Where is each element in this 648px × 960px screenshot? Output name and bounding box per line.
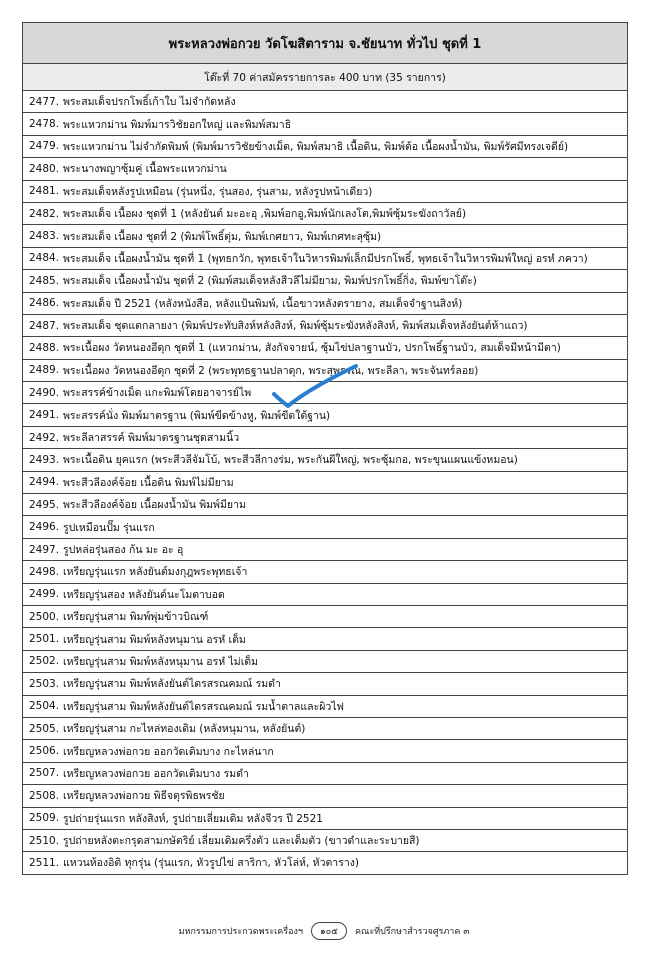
table-row: [23, 651, 627, 673]
item-description: พระสรรค์นั่ง พิมพ์มาตรฐาน (พิมพ์ขีดข้างหู, พิมพ์ขีดใต้ฐาน): [63, 409, 331, 422]
table-row: [23, 91, 627, 113]
item-description: เหรียญหลวงพ่อกวย พิธีจตุรพิธพรชัย: [63, 790, 225, 803]
item-description: พระนางพญาซุ้มคู่ เนื้อพระแหวกม่าน: [63, 163, 227, 176]
item-number: 2500.: [29, 610, 60, 623]
table-row: [23, 225, 627, 247]
item-description: รูปถ่ายหลังตะกรุดสามกษัตริย์ เลี่ยมเดิมครึ่งตัว และเต็มตัว (ขาวดำและระบายสี): [63, 835, 420, 848]
page-number: ๑๐๕: [311, 922, 347, 940]
item-number: 2509.: [29, 812, 60, 825]
item-number: 2505.: [29, 722, 60, 735]
item-number: 2477.: [29, 95, 60, 108]
item-description: พระสมเด็จ เนื้อผงน้ำมัน ชุดที่ 2 (พิมพ์สมเด็จหลังสีวลีไม่มียาม, พิมพ์ปรกโพธิ์กิ่ง, พิมพ์ขาโต๊ะ): [63, 275, 477, 288]
item-description: พระสมเด็จ เนื้อผง ชุดที่ 1 (หลังยันต์ มะอะอุ ,พิมพ์อกอู,พิมพ์นักเลงโต,พิมพ์ซุ้มระฆังถาวัลย์): [63, 208, 467, 221]
item-description: พระสมเด็จปรกโพธิ์เก้าใบ ไม่จำกัดหลัง: [63, 96, 236, 109]
item-number: 2488.: [29, 341, 60, 354]
item-number: 2483.: [29, 230, 60, 243]
table-row: [23, 584, 627, 606]
results-table: [22, 22, 628, 875]
table-row: [23, 763, 627, 785]
item-number: 2484.: [29, 252, 60, 265]
item-number: 2504.: [29, 700, 60, 713]
table-row: [23, 494, 627, 516]
table-row: [23, 740, 627, 762]
item-number: 2493.: [29, 453, 60, 466]
item-description: เหรียญรุ่นสาม พิมพ์หลังหนุมาน อรหํ เต็ม: [63, 633, 246, 646]
item-number: 2495.: [29, 498, 60, 511]
item-description: พระสมเด็จ เนื้อผงน้ำมัน ชุดที่ 1 (พุทธกวัก, พุทธเจ้าในวิหารพิมพ์เล็กมีปรกโพธิ์, พุทธเจ้าในวิหารพิมพ์ใหญ่ อรหํ ภควา): [63, 252, 588, 265]
table-title: พระหลวงพ่อกวย วัดโฆสิตาราม จ.ชัยนาท ทั่วไป ชุดที่ 1: [23, 23, 627, 64]
item-description: พระเนื้อดิน ยุคแรก (พระสีวลีจัมโบ้, พระสีวลีกางร่ม, พระกันผีใหญ่, พระซุ้มกอ, พระขุนแผนแข้งหมอน): [63, 454, 518, 467]
item-number: 2496.: [29, 521, 60, 534]
table-row: [23, 808, 627, 830]
item-description: เหรียญรุ่นสาม พิมพ์พุ่มข้าวบิณฑ์: [63, 611, 209, 624]
table-row: [23, 673, 627, 695]
table-row: [23, 516, 627, 538]
item-number: 2480.: [29, 162, 60, 175]
item-description: เหรียญรุ่นสาม กะไหล่ทองเดิม (หลังหนุมาน, หลังยันต์): [63, 723, 306, 736]
item-description: พระลีลาสรรค์ พิมพ์มาตรฐานชุดสามนิ้ว: [63, 432, 240, 445]
item-number: 2478.: [29, 118, 60, 131]
item-number: 2489.: [29, 364, 60, 377]
item-number: 2486.: [29, 297, 60, 310]
table-row: [23, 561, 627, 583]
table-row: [23, 830, 627, 852]
item-number: 2487.: [29, 319, 60, 332]
table-row: [23, 472, 627, 494]
item-number: 2510.: [29, 834, 60, 847]
item-description: เหรียญรุ่นสาม พิมพ์หลังหนุมาน อรหํ ไม่เต็ม: [63, 655, 259, 668]
item-number: 2494.: [29, 476, 60, 489]
item-description: รูปเหมือนปั๊ม รุ่นแรก: [63, 521, 155, 534]
table-row: [23, 113, 627, 135]
item-description: พระสมเด็จหลังรูปเหมือน (รุ่นหนึ่ง, รุ่นสอง, รุ่นสาม, หลังรูปหน้าเดียว): [63, 185, 373, 198]
item-description: รูปถ่ายรุ่นแรก หลังสิงห์, รูปถ่ายเลี่ยมเดิม หลังจีวร ปี 2521: [63, 812, 323, 825]
item-description: พระสมเด็จ ปี 2521 (หลังหนังสือ, หลังแป้นพิมพ์, เนื้อขาวหลังตรายาง, สมเด็จจำฐานสิงห์): [63, 297, 463, 310]
item-description: พระสรรค์ข้างเม็ด แกะพิมพ์โดยอาจารย์ไพ: [63, 387, 252, 400]
item-number: 2482.: [29, 207, 60, 220]
table-row: [23, 628, 627, 650]
item-number: 2497.: [29, 543, 60, 556]
table-row: [23, 136, 627, 158]
table-row: [23, 158, 627, 180]
item-description: พระเนื้อผง วัดหนองอีดุก ชุดที่ 2 (พระพุทธฐานปลาดุก, พระสุพรรณ, พระลีลา, พระจันทร์ลอย): [63, 364, 479, 377]
item-description: เหรียญรุ่นสาม พิมพ์หลังยันต์ไตรสรณคมณ์ รมน้ำตาลและผิวไฟ: [63, 700, 344, 713]
table-row: [23, 270, 627, 292]
table-row: [23, 539, 627, 561]
item-description: พระสีวลีองค์จ้อย เนื้อผงน้ำมัน พิมพ์มียาม: [63, 499, 246, 512]
item-description: เหรียญรุ่นแรก หลังยันต์มงกุฎพระพุทธเจ้า: [63, 566, 248, 579]
item-description: พระแหวกม่าน ไม่จำกัดพิมพ์ (พิมพ์มารวิชัยข้างเม็ด, พิมพ์สมาธิ เนื้อดิน, พิมพ์ต้อ เนื้อผงน้ำมัน, พิมพ์รัศมีทรงเจดีย์): [63, 140, 569, 153]
item-description: รูปหล่อรุ่นสอง ก้น มะ อะ อุ: [63, 544, 184, 556]
item-number: 2490.: [29, 386, 60, 399]
table-row: [23, 606, 627, 628]
item-number: 2502.: [29, 655, 60, 668]
item-description: พระสมเด็จ เนื้อผง ชุดที่ 2 (พิมพ์โพธิ์ตุ่ม, พิมพ์เกศยาว, พิมพ์เกศทะลุซุ้ม): [63, 230, 382, 243]
item-number: 2491.: [29, 409, 60, 422]
table-row: [23, 449, 627, 471]
item-description: พระเนื้อผง วัดหนองอีดุก ชุดที่ 1 (แหวกม่าน, สังกัจจายน์, ซุ้มไข่ปลาฐานบัว, ปรกโพธิ์ฐานบัว, สมเด็จมีหน้ามีตา): [63, 342, 561, 355]
item-description: พระสีวลีองค์จ้อย เนื้อดิน พิมพ์ไม่มียาม: [63, 476, 234, 489]
item-description: เหรียญรุ่นสาม พิมพ์หลังยันต์ไตรสรณคมณ์ รมดำ: [63, 678, 281, 691]
table-row: [23, 718, 627, 740]
check-mark-icon: [270, 364, 360, 412]
table-row: [23, 181, 627, 203]
item-number: 2507.: [29, 767, 60, 780]
item-description: เหรียญรุ่นสอง หลังยันต์นะโมตาบอด: [63, 588, 225, 601]
table-row: [23, 852, 627, 874]
table-row: [23, 248, 627, 270]
table-row: [23, 315, 627, 337]
item-number: 2508.: [29, 789, 60, 802]
item-number: 2485.: [29, 274, 60, 287]
item-number: 2499.: [29, 588, 60, 601]
item-number: 2501.: [29, 633, 60, 646]
page-footer: [0, 922, 648, 940]
item-description: เหรียญหลวงพ่อกวย ออกวัดเดิมบาง กะไหล่นาก: [63, 745, 274, 758]
footer-left-text: มหกรรมการประกวดพระเครื่องฯ: [178, 927, 303, 937]
item-number: 2492.: [29, 431, 60, 444]
item-number: 2479.: [29, 140, 60, 153]
item-description: เหรียญหลวงพ่อกวย ออกวัดเดิมบาง รมดำ: [63, 767, 249, 780]
item-number: 2503.: [29, 677, 60, 690]
table-row: [23, 203, 627, 225]
table-row: [23, 696, 627, 718]
item-number: 2481.: [29, 185, 60, 198]
item-description: พระแหวกม่าน พิมพ์มารวิชัยอกใหญ่ และพิมพ์สมาธิ: [63, 118, 292, 131]
table-row: [23, 337, 627, 359]
item-number: 2511.: [29, 856, 60, 869]
item-description: พระสมเด็จ ชุดแตกลายงา (พิมพ์ประทับสิงห์หลังสิงห์, พิมพ์ซุ้มระฆังหลังสิงห์, พิมพ์สมเด็จหลังยันต์ห้าแถว): [63, 320, 528, 333]
footer-right-text: คณะที่ปรึกษาสำรวจศูรภาค ๓: [355, 927, 470, 937]
table-row: [23, 427, 627, 449]
table-row: [23, 293, 627, 315]
item-number: 2498.: [29, 565, 60, 578]
item-number: 2506.: [29, 745, 60, 758]
table-row: [23, 785, 627, 807]
item-description: แหวนห้องอิติ ทุกรุ่น (รุ่นแรก, หัวรูปไข่ สาริกา, หัวโล่ห์, หัวตาราง): [63, 857, 359, 870]
item-list: [23, 91, 627, 875]
table-subtitle: โต๊ะที่ 70 ค่าสมัครรายการละ 400 บาท (35 รายการ): [23, 64, 627, 91]
